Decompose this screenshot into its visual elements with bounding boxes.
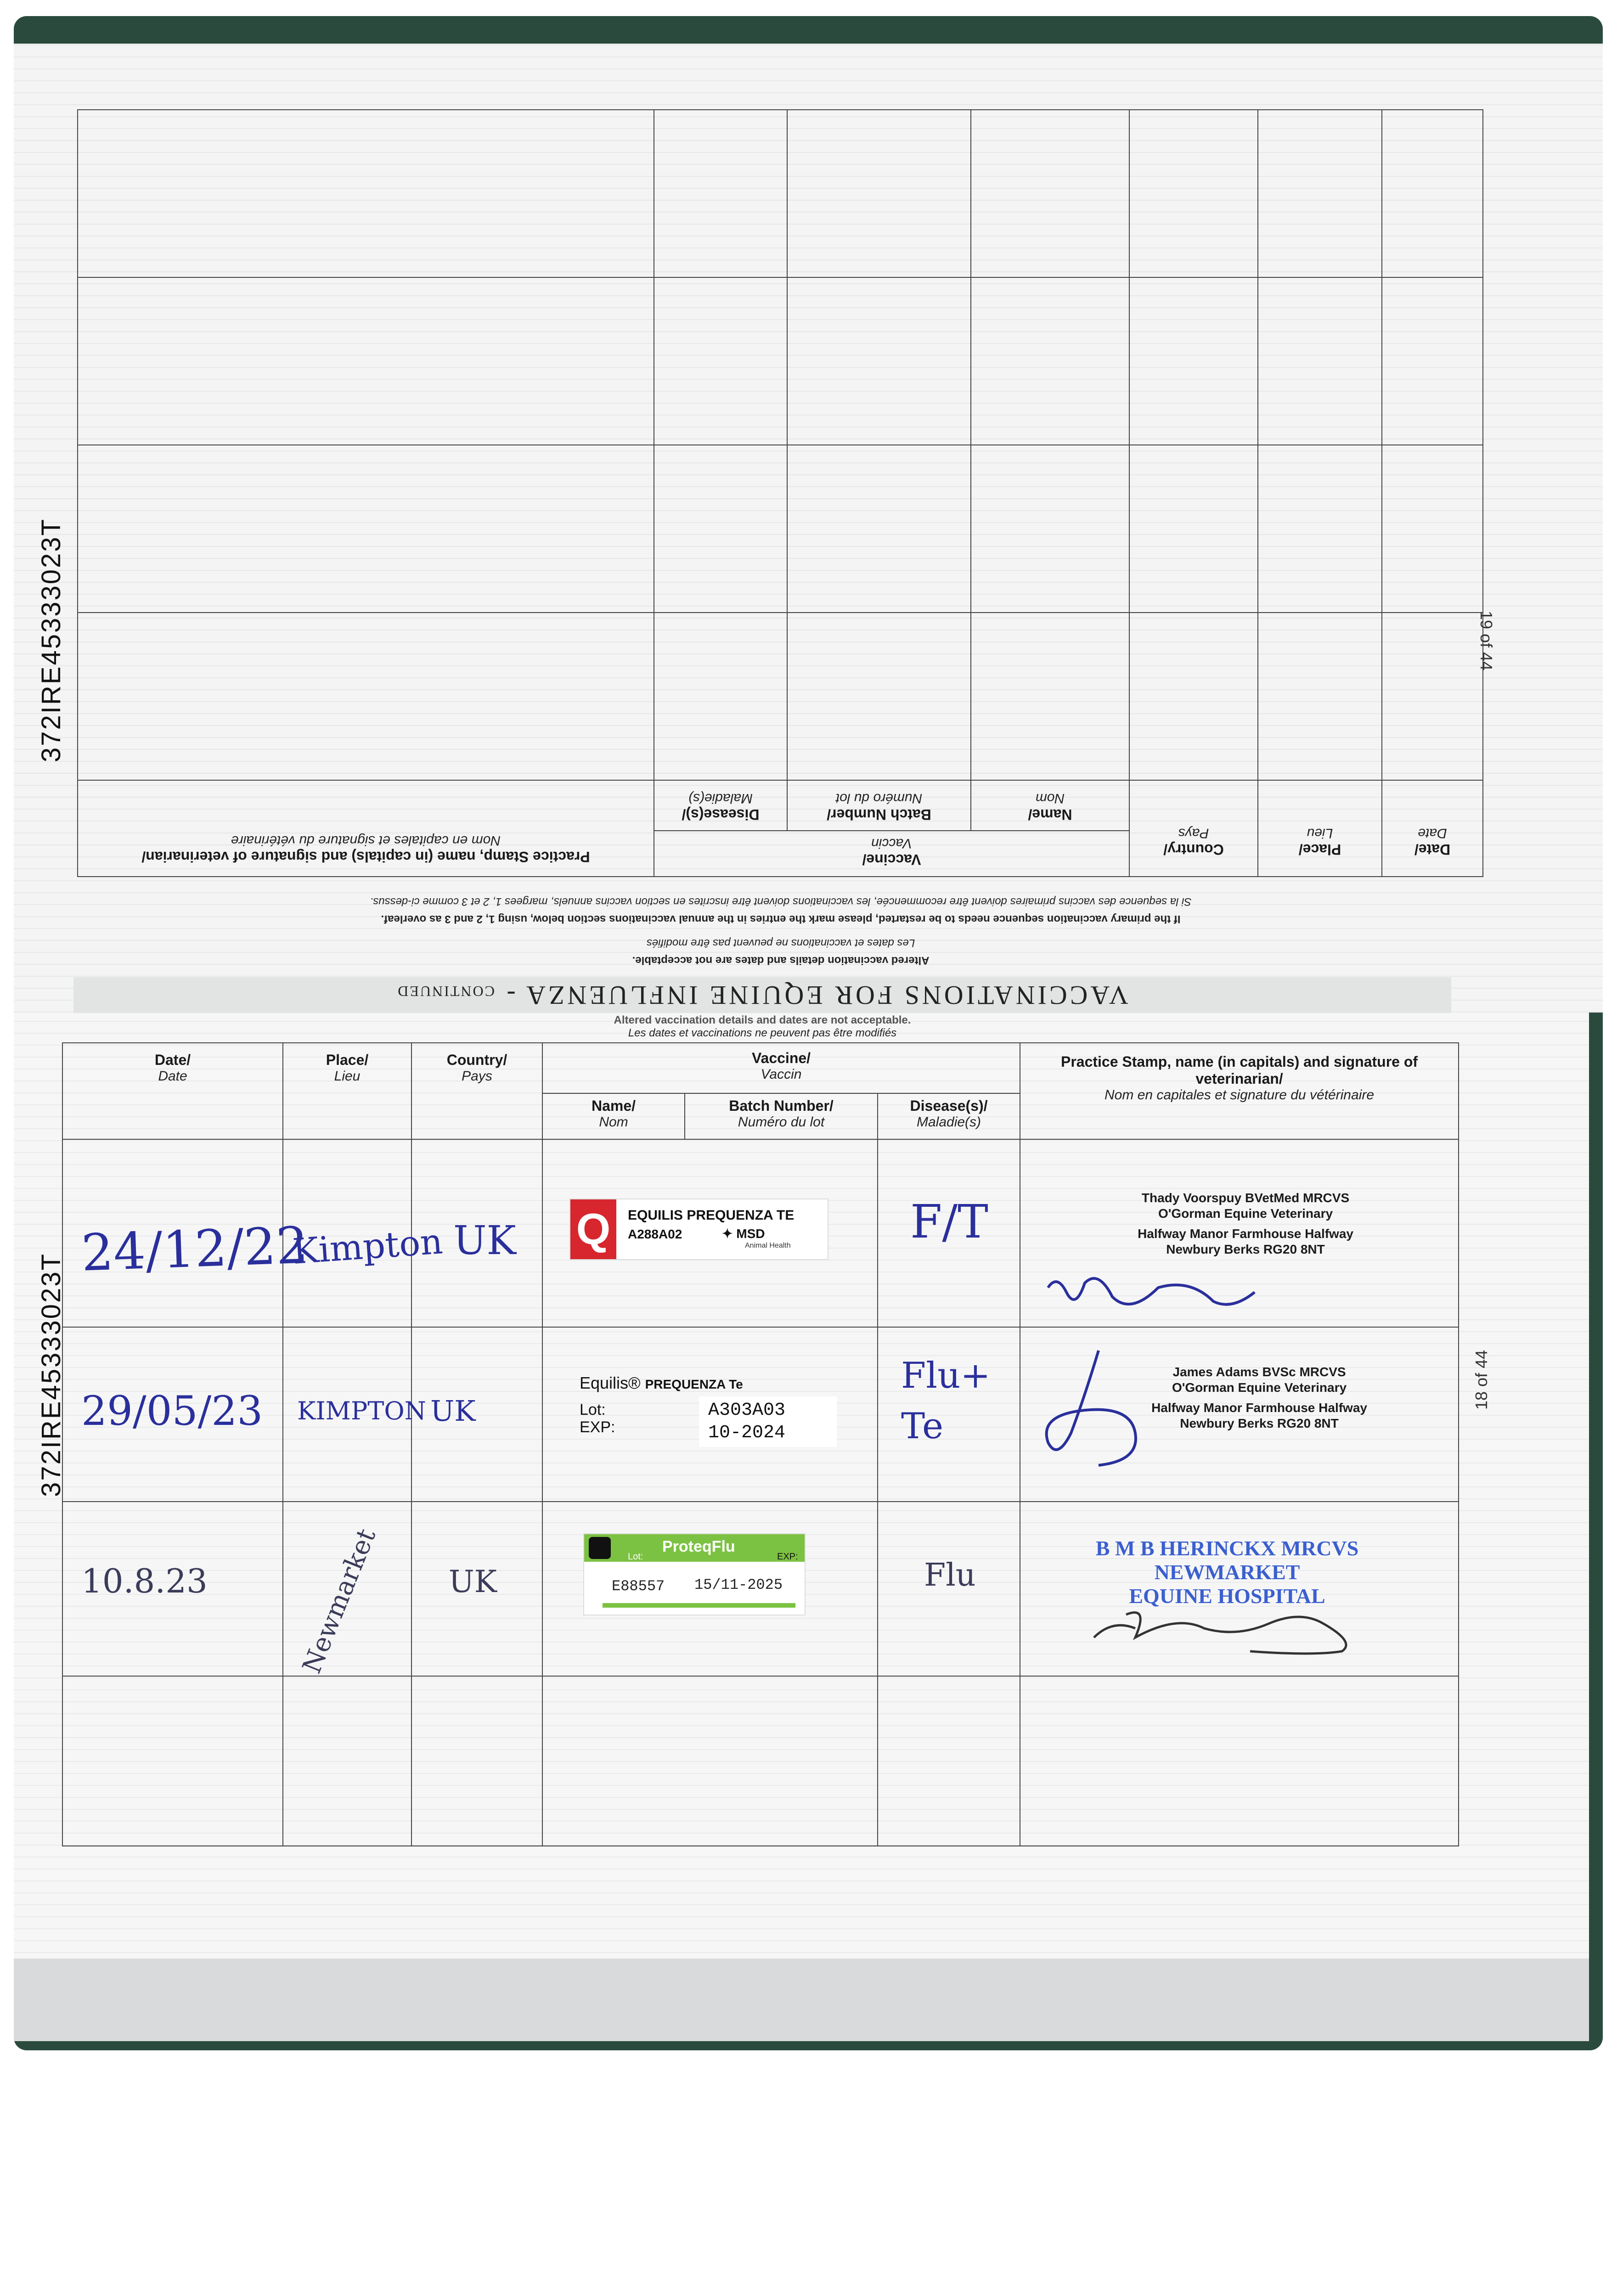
row3-place: Newmarket — [283, 1502, 411, 1676]
vaccine-sticker-1 — [570, 1199, 828, 1259]
row3-country: UK — [411, 1502, 542, 1676]
row2-date: 29/05/23 — [62, 1327, 283, 1502]
msd-logo-icon: ✦ MSD — [722, 1227, 765, 1241]
sticker-3-exp-label: EXP: — [777, 1552, 798, 1562]
vaccination-table — [62, 1042, 1459, 1846]
row3-disease: Flu — [878, 1502, 1020, 1676]
page-edge — [14, 1958, 1589, 2041]
row1-country: UK — [411, 1139, 542, 1327]
row2-vaccine — [542, 1327, 878, 1502]
section-title-bar — [73, 977, 1451, 1013]
header-country: Country/ Pays — [411, 1043, 542, 1139]
row1-stamp — [1020, 1139, 1459, 1327]
row3-date: 10.8.23 — [62, 1502, 283, 1676]
vet-stamp-3: B M B HERINCKX MRCVS NEWMARKET EQUINE HOSPITAL — [1095, 1536, 1359, 1608]
page-19-notes — [78, 884, 1483, 976]
sticker-2-lot-label: Lot: — [580, 1401, 606, 1418]
header-disease: Disease(s)/ Maladie(s) — [878, 1093, 1020, 1139]
row1-date: 24/12/22 — [62, 1139, 283, 1327]
table-row — [62, 1327, 1459, 1502]
sticker-3-brand: ProteqFlu — [662, 1538, 735, 1555]
row2-stamp — [1020, 1327, 1459, 1502]
top-header-date: Date/ Date — [1382, 780, 1483, 877]
table-row — [62, 1502, 1459, 1676]
section-title: VACCINATIONS FOR EQUINE INFLUENZA - — [494, 980, 1128, 1010]
vet-stamp-1: Thady Voorspuy BVetMed MRCVS O'Gorman Equine Veterinary Halfway Manor Farmhouse Halfway Newbury Berks RG20 8NT — [1138, 1191, 1353, 1256]
top-note-sequence-en: If the primary vaccination sequence needs to be restarted, please mark the entries in the annual vaccinations section below, using 1, 2 and 3 as overleaf. — [381, 913, 1181, 925]
header-stamp: Practice Stamp, name (in capitals) and signature of veterinarian/ Nom en capitales et signature du vétérinaire — [1020, 1043, 1459, 1139]
row1-disease: F/T — [878, 1139, 1020, 1327]
sticker-3-exp: 15/11-2025 — [694, 1576, 783, 1593]
sticker-1-maker-sub: Animal Health — [745, 1242, 791, 1249]
proteq-logo-icon — [589, 1537, 611, 1559]
vaccine-sticker-2 — [580, 1369, 837, 1456]
header-place: Place/ Lieu — [283, 1043, 411, 1139]
top-note-sequence-fr: Si la sequence des vaccins primaires doivent être recommencée, les vaccinations doivent être inscrites en section vaccins annuels, margees 1, 2 et 3 comme ci-dessus. — [370, 895, 1192, 908]
header-name: Name/ Nom — [542, 1093, 685, 1139]
page-18-notes — [73, 1014, 1451, 1041]
page-19-grid-area — [78, 110, 1483, 877]
passport-id-top: 372IRE45333023T — [36, 518, 66, 762]
top-header-name: Name/ Nom — [971, 780, 1129, 831]
top-note-altered-en: Altered vaccination details and dates are not acceptable. — [632, 954, 930, 967]
signature-1 — [1039, 1260, 1268, 1324]
row3-vaccine — [542, 1502, 878, 1676]
page-19-number: 19 of 44 — [1477, 611, 1496, 671]
top-header-disease: Disease(s)/ Maladie(s) — [654, 780, 787, 831]
sticker-2-exp: 10-2024 — [708, 1423, 786, 1443]
page-19-table — [77, 109, 1483, 877]
bottom-note-altered-en: Altered vaccination details and dates are not acceptable. — [614, 1014, 911, 1026]
row1-vaccine — [542, 1139, 878, 1327]
passport-id-bottom: 372IRE45333023T — [36, 1253, 66, 1497]
sticker-2-exp-label: EXP: — [580, 1418, 615, 1436]
sticker-1-name: EQUILIS PREQUENZA TE — [628, 1208, 795, 1223]
q-logo-icon: Q — [570, 1199, 616, 1259]
row2-place: KIMPTON — [283, 1327, 411, 1502]
header-vaccine: Vaccine/ Vaccin — [542, 1043, 1020, 1093]
row2-disease: Flu+ Te — [878, 1327, 1020, 1502]
row3-stamp — [1020, 1502, 1459, 1676]
section-title-suffix: CONTINUED — [396, 983, 495, 1000]
vet-stamp-2: James Adams BVSc MRCVS O'Gorman Equine Veterinary Halfway Manor Farmhouse Halfway Newbury Berks RG20 8NT — [1151, 1365, 1367, 1430]
bottom-note-altered-fr: Les dates et vaccinations ne peuvent pas être modifiés — [628, 1027, 897, 1039]
top-note-altered-fr: Les dates et vaccinations ne peuvent pas être modifiés — [646, 937, 915, 949]
page-18-grid-area — [62, 1042, 1458, 1841]
row1-place: Kimpton — [283, 1139, 411, 1327]
page-18-number: 18 of 44 — [1472, 1350, 1491, 1410]
table-row — [62, 1139, 1459, 1327]
row2-country: UK — [411, 1327, 542, 1502]
sticker-2-brand: Equilis® PREQUENZA Te — [580, 1373, 743, 1392]
top-header-batch: Batch Number/ Numéro du lot — [787, 780, 971, 831]
vaccine-sticker-3 — [584, 1534, 805, 1615]
signature-3 — [1085, 1587, 1379, 1660]
table-row — [62, 1676, 1459, 1846]
sticker-3-lot: E88557 — [612, 1578, 665, 1595]
top-header-stamp: Practice Stamp, name (in capitals) and signature of veterinarian/ Nom en capitales et signature du vétérinaire — [78, 780, 654, 877]
header-batch: Batch Number/ Numéro du lot — [685, 1093, 878, 1139]
header-date: Date/ Date — [62, 1043, 283, 1139]
sticker-3-lot-label: Lot: — [628, 1552, 643, 1562]
sticker-2-lot: A303A03 — [708, 1400, 786, 1421]
top-header-country: Country/ Pays — [1129, 780, 1258, 877]
top-header-place: Place/ Lieu — [1258, 780, 1382, 877]
top-header-vaccine: Vaccine/ Vaccin — [654, 831, 1129, 877]
sticker-1-batch: A288A02 — [628, 1227, 682, 1241]
